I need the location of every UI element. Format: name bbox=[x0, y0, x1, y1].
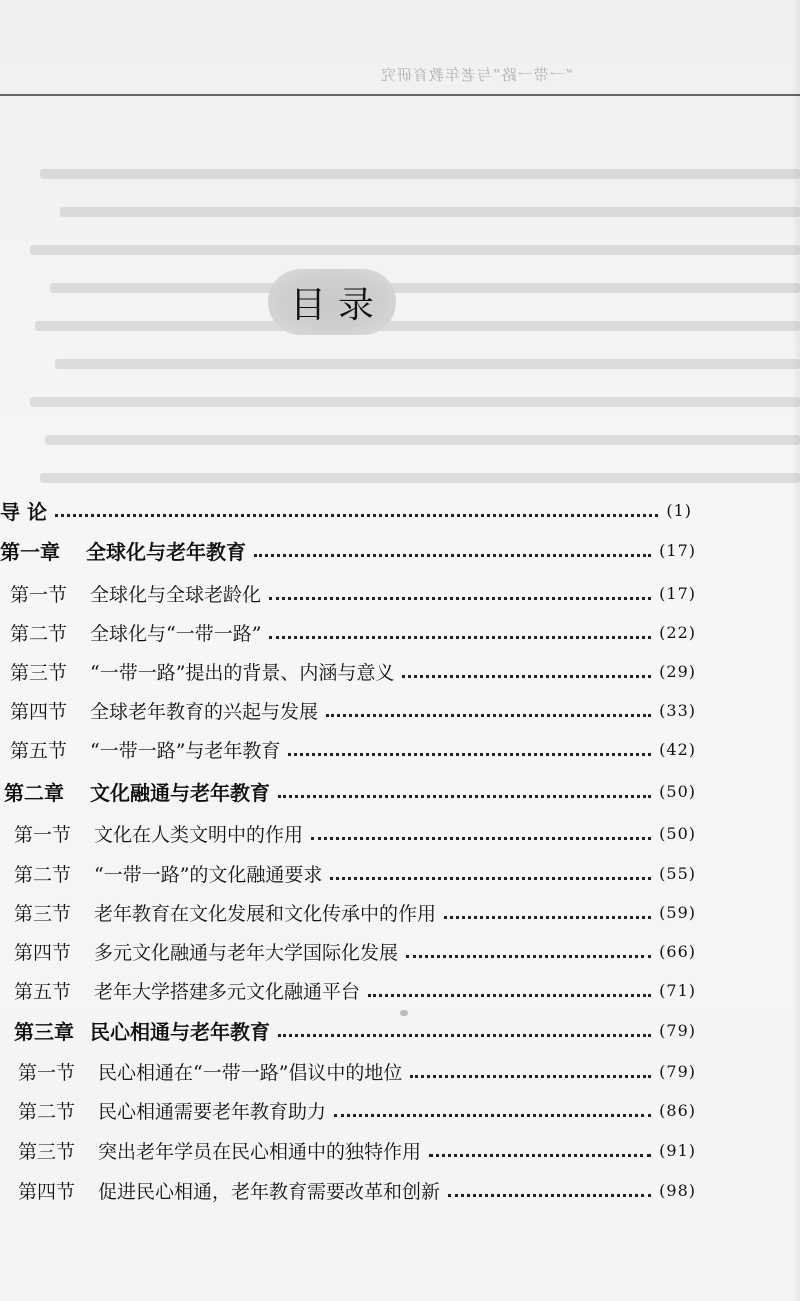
toc-label: 第四节 bbox=[14, 941, 72, 964]
toc-page-number: (79) bbox=[659, 1020, 696, 1040]
dot-leader bbox=[269, 597, 651, 600]
toc-title: 民心相通在“一带一路”倡议中的地位 bbox=[98, 1061, 403, 1084]
page-title: 目录 bbox=[289, 284, 386, 326]
toc-page-number: (22) bbox=[659, 622, 696, 642]
toc-title: 文化在人类文明中的作用 bbox=[94, 823, 304, 846]
dot-leader bbox=[410, 1075, 651, 1078]
toc-label: 导 论 bbox=[0, 499, 47, 524]
toc-page-number: (66) bbox=[659, 941, 696, 961]
toc-page-number: (55) bbox=[659, 863, 696, 883]
dot-leader bbox=[254, 554, 651, 557]
toc-title: 促进民心相通，老年教育需要改革和创新 bbox=[98, 1180, 441, 1203]
gutter-shadow bbox=[792, 0, 800, 1301]
toc-page-number: (33) bbox=[659, 700, 696, 720]
dot-leader bbox=[269, 636, 651, 639]
dot-leader bbox=[330, 877, 651, 880]
toc-entry-section[interactable] bbox=[14, 931, 696, 971]
toc-entry-section[interactable] bbox=[14, 892, 696, 932]
toc-entry-section[interactable] bbox=[14, 813, 696, 853]
dot-leader bbox=[406, 955, 651, 958]
toc-entry-section[interactable] bbox=[18, 1051, 696, 1091]
toc-title: “一带一路”与老年教育 bbox=[90, 739, 281, 762]
toc-label: 第三章 bbox=[14, 1019, 74, 1044]
dot-leader bbox=[55, 514, 658, 517]
toc-page-number: (98) bbox=[659, 1180, 696, 1200]
toc-label: 第五节 bbox=[14, 980, 72, 1003]
toc-title: 全球化与“一带一路” bbox=[90, 622, 262, 645]
toc-title: “一带一路”的文化融通要求 bbox=[94, 863, 323, 886]
toc-page-number: (29) bbox=[659, 661, 696, 681]
toc-page-number: (42) bbox=[659, 739, 696, 759]
toc-entry-chapter-1[interactable] bbox=[0, 530, 696, 570]
dot-leader bbox=[311, 837, 651, 840]
toc-label: 第二章 bbox=[4, 780, 64, 805]
toc-entry-section[interactable] bbox=[18, 1130, 696, 1170]
toc-page-number: (91) bbox=[659, 1140, 696, 1160]
toc-label: 第四节 bbox=[18, 1180, 76, 1203]
toc-entry-section[interactable] bbox=[18, 1090, 696, 1130]
toc-entry-section[interactable] bbox=[10, 690, 696, 730]
toc-label: 第一章 bbox=[0, 539, 60, 564]
toc-page-number: (71) bbox=[659, 980, 696, 1000]
toc-label: 第四节 bbox=[10, 700, 68, 723]
toc-label: 第一节 bbox=[10, 583, 68, 606]
toc-title: 突出老年学员在民心相通中的独特作用 bbox=[98, 1140, 422, 1163]
title-plate bbox=[268, 269, 396, 335]
toc-entry-section[interactable] bbox=[14, 970, 696, 1010]
bleed-through-lines bbox=[20, 155, 800, 515]
toc-title: 文化融通与老年教育 bbox=[90, 780, 270, 805]
toc-page-number: (17) bbox=[659, 540, 696, 560]
toc-entry-chapter-3[interactable] bbox=[14, 1010, 696, 1050]
dot-leader bbox=[448, 1194, 651, 1197]
toc-entry-section[interactable] bbox=[14, 853, 696, 893]
toc-title: “一带一路”提出的背景、内涵与意义 bbox=[90, 661, 395, 684]
toc-label: 第二节 bbox=[18, 1100, 76, 1123]
toc-title: 老年大学搭建多元文化融通平台 bbox=[94, 980, 361, 1003]
toc-label: 第一节 bbox=[18, 1061, 76, 1084]
toc-entry-section[interactable] bbox=[10, 729, 696, 769]
dot-leader bbox=[278, 1034, 651, 1037]
dot-leader bbox=[402, 675, 651, 678]
dot-leader bbox=[326, 714, 651, 717]
toc-entry-section[interactable] bbox=[10, 651, 696, 691]
toc-label: 第二节 bbox=[14, 863, 72, 886]
toc-entry-chapter-2[interactable] bbox=[4, 771, 696, 811]
toc-entry-section[interactable] bbox=[10, 612, 696, 652]
paper-speck bbox=[400, 1010, 408, 1016]
toc-title: 全球化与全球老龄化 bbox=[90, 583, 262, 606]
dot-leader bbox=[429, 1154, 651, 1157]
toc-label: 第五节 bbox=[10, 739, 68, 762]
toc-page-number: (59) bbox=[659, 902, 696, 922]
toc-page-number: (50) bbox=[659, 781, 696, 801]
toc-title: 全球老年教育的兴起与发展 bbox=[90, 700, 319, 723]
toc-page-number: (86) bbox=[659, 1100, 696, 1120]
toc-label: 第三节 bbox=[10, 661, 68, 684]
toc-page-number: (79) bbox=[659, 1061, 696, 1081]
toc-title: 民心相通需要老年教育助力 bbox=[98, 1100, 327, 1123]
toc-title: 老年教育在文化发展和文化传承中的作用 bbox=[94, 902, 437, 925]
toc-page-number: (1) bbox=[666, 500, 692, 520]
toc-entry-section[interactable] bbox=[10, 573, 696, 613]
toc-label: 第三节 bbox=[14, 902, 72, 925]
toc-label: 第二节 bbox=[10, 622, 68, 645]
dot-leader bbox=[368, 994, 651, 997]
bleed-through-texture bbox=[20, 155, 800, 528]
dot-leader bbox=[334, 1114, 651, 1117]
toc-title: 多元文化融通与老年大学国际化发展 bbox=[94, 941, 399, 964]
dot-leader bbox=[278, 795, 651, 798]
toc-entry-section[interactable] bbox=[18, 1170, 696, 1210]
toc-label: 第三节 bbox=[18, 1140, 76, 1163]
toc-page-number: (17) bbox=[659, 583, 696, 603]
dot-leader bbox=[288, 753, 651, 756]
toc-title: 全球化与老年教育 bbox=[86, 539, 246, 564]
toc-title: 民心相通与老年教育 bbox=[90, 1019, 270, 1044]
header-rule bbox=[0, 94, 800, 96]
running-header: “一带一路”与老年教育研究 bbox=[380, 66, 574, 84]
toc-entry-introduction[interactable] bbox=[0, 490, 692, 530]
toc-page-number: (50) bbox=[659, 823, 696, 843]
toc-label: 第一节 bbox=[14, 823, 72, 846]
dot-leader bbox=[444, 916, 651, 919]
